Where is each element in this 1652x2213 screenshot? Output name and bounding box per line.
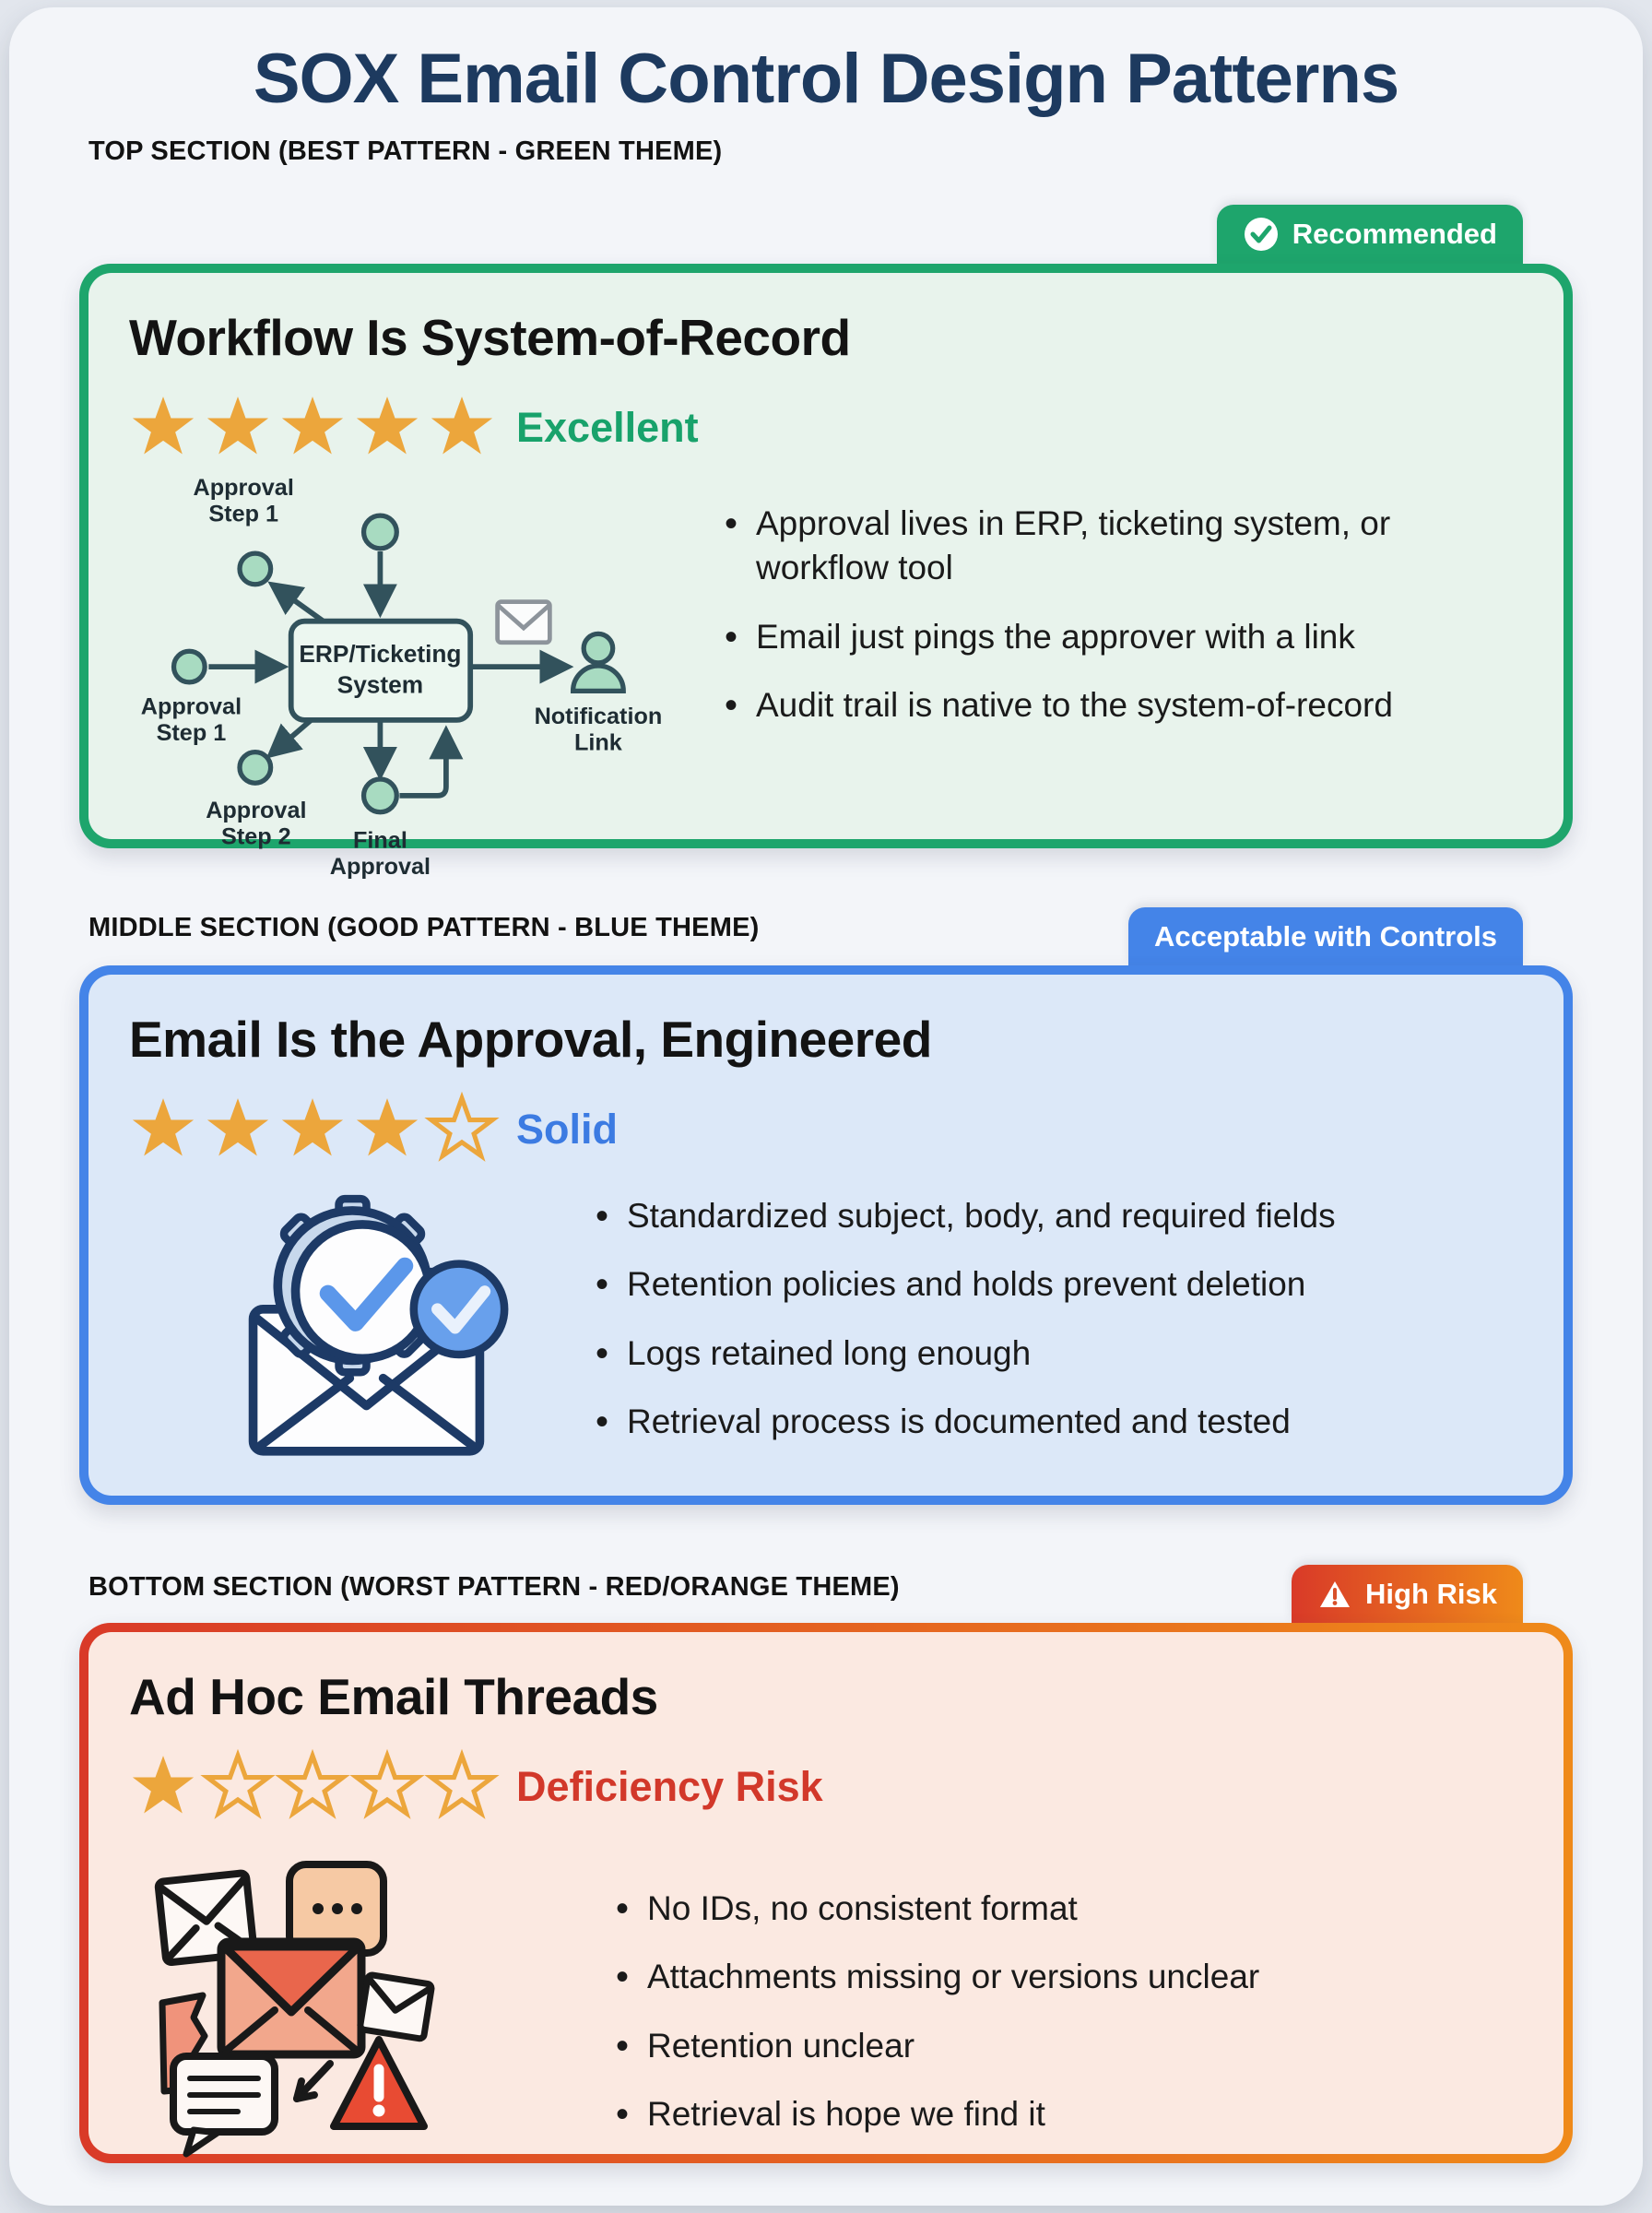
check-circle-icon xyxy=(1243,216,1280,253)
acceptable-badge xyxy=(1128,907,1523,965)
bullet-item: • Email just pings the approver with a link xyxy=(719,615,1495,659)
diagram-label: Approval xyxy=(193,475,294,502)
diagram-label: Notification xyxy=(534,704,663,730)
star-filled-icon xyxy=(353,1096,421,1163)
star-filled-icon xyxy=(204,395,272,461)
bullet-item: • Audit trail is native to the system-of-record xyxy=(719,683,1495,728)
diagram-label: Final xyxy=(352,827,407,854)
star-empty-icon xyxy=(353,1754,421,1820)
recommended-badge xyxy=(1217,205,1523,264)
star-rating xyxy=(129,1754,496,1820)
star-filled-icon xyxy=(129,1754,197,1820)
rating-label: Solid xyxy=(516,1106,618,1153)
star-empty-icon xyxy=(204,1754,272,1820)
section-label-middle: MIDDLE SECTION (GOOD PATTERN - BLUE THEME) xyxy=(88,913,760,942)
diagram-label: Link xyxy=(574,729,622,756)
workflow-diagram xyxy=(129,476,719,897)
section-label-bottom: BOTTOM SECTION (WORST PATTERN - RED/ORANGE THEME) xyxy=(88,1572,900,1602)
bullet-item: • Standardized subject, body, and required fields xyxy=(590,1194,1523,1238)
speech-bubble-icon xyxy=(173,2056,275,2154)
bullet-item: • No IDs, no consistent format xyxy=(610,1887,1523,1931)
star-empty-icon xyxy=(428,1096,496,1163)
bullet-item: • Attachments missing or versions unclear xyxy=(610,1955,1523,1999)
diagram-label: Approval xyxy=(140,693,242,720)
card-workflow-system-of-record xyxy=(79,264,1573,881)
bullet-list xyxy=(610,1887,1523,2161)
star-filled-icon xyxy=(129,395,197,461)
page-title: SOX Email Control Design Patterns xyxy=(253,40,1399,118)
star-empty-icon xyxy=(278,1754,347,1820)
star-filled-icon xyxy=(278,1096,347,1163)
rating-row xyxy=(129,389,1523,467)
bullet-list xyxy=(590,1194,1523,1469)
rating-label: Excellent xyxy=(516,404,699,451)
diagram-label: Approval xyxy=(329,854,431,881)
bullet-item: • Retrieval is hope we find it xyxy=(610,2092,1523,2136)
card-title: Workflow Is System-of-Record xyxy=(129,309,851,366)
star-filled-icon xyxy=(278,395,347,461)
star-filled-icon xyxy=(129,1096,197,1163)
email-icon xyxy=(498,602,550,643)
card-email-approval-engineered xyxy=(79,965,1573,1505)
card-title: Ad Hoc Email Threads xyxy=(129,1668,658,1725)
erp-box-label: ERP/Ticketing xyxy=(299,639,462,668)
envelope-icon xyxy=(221,1942,361,2054)
arrow-icon xyxy=(297,2064,330,2099)
envelope-icon xyxy=(360,1974,432,2039)
bullet-item: • Approval lives in ERP, ticketing system, or workflow tool xyxy=(719,502,1495,591)
rating-row xyxy=(129,1748,1523,1826)
diagram-label: Step 1 xyxy=(208,501,279,527)
erp-box-label: System xyxy=(336,670,424,699)
diagram-label: Step 1 xyxy=(156,719,227,746)
star-filled-icon xyxy=(428,395,496,461)
approver-person-icon xyxy=(573,633,624,691)
bullet-list xyxy=(719,502,1523,752)
star-rating xyxy=(129,1096,496,1163)
bullet-item: • Logs retained long enough xyxy=(590,1331,1523,1376)
star-rating xyxy=(129,395,496,461)
bullet-item: • Retention policies and holds prevent deletion xyxy=(590,1262,1523,1307)
warning-triangle-icon xyxy=(1317,1579,1352,1610)
erp-workflow-diagram xyxy=(129,476,691,893)
star-filled-icon xyxy=(204,1096,272,1163)
bullet-item: • Retrieval process is documented and tested xyxy=(590,1400,1523,1444)
badge-label: High Risk xyxy=(1365,1577,1497,1610)
email-gear-approved-icon xyxy=(129,1178,590,1469)
bullet-item: • Retention unclear xyxy=(610,2024,1523,2068)
badge-label: Recommended xyxy=(1292,218,1497,250)
star-empty-icon xyxy=(428,1754,496,1820)
star-filled-icon xyxy=(353,395,421,461)
diagram-label: Step 2 xyxy=(221,823,291,850)
messy-email-threads-icon xyxy=(129,1835,610,2134)
diagram-label: Approval xyxy=(206,798,307,824)
card-ad-hoc-email-threads xyxy=(79,1623,1573,2163)
section-label-top: TOP SECTION (BEST PATTERN - GREEN THEME) xyxy=(88,136,723,166)
high-risk-badge xyxy=(1292,1565,1523,1623)
rating-row xyxy=(129,1091,1523,1168)
badge-label: Acceptable with Controls xyxy=(1153,919,1497,953)
rating-label: Deficiency Risk xyxy=(516,1763,823,1810)
card-title: Email Is the Approval, Engineered xyxy=(129,1011,932,1068)
